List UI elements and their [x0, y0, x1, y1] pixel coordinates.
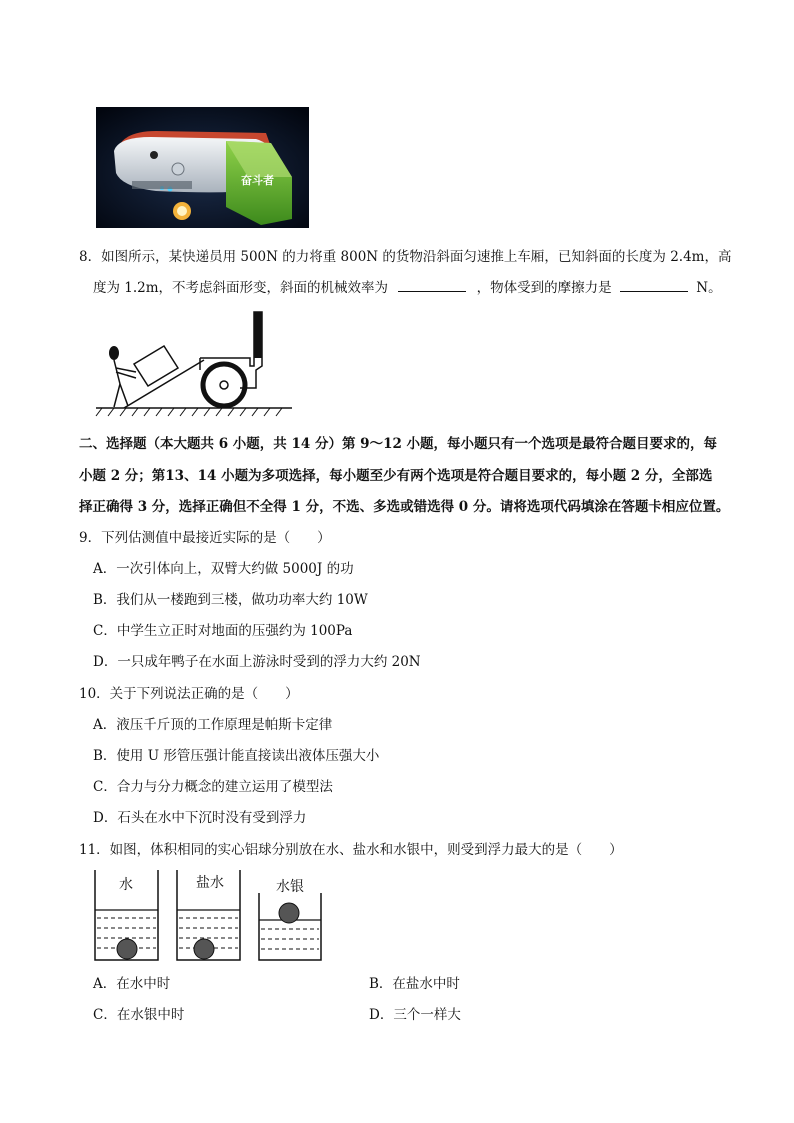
q9-option-c[interactable]: C．中学生立正时对地面的压强约为 100Pa	[93, 623, 353, 639]
q11-option-a[interactable]: A．在水中时	[93, 976, 171, 992]
q8-line-2-part-c: N。	[696, 280, 722, 296]
beaker-mercury	[258, 893, 324, 962]
q8-friction-blank[interactable]	[620, 279, 688, 292]
q9-option-a[interactable]: A．一次引体向上，双臂大约做 5000J 的功	[93, 561, 354, 577]
q9-option-b[interactable]: B．我们从一楼跑到三楼，做功功率大约 10W	[93, 592, 368, 608]
q11-option-c[interactable]: C．在水银中时	[93, 1007, 185, 1023]
beaker-water-label: 水	[119, 877, 133, 893]
q11-option-b[interactable]: B．在盐水中时	[369, 976, 460, 992]
q10-option-d[interactable]: D．石头在水中下沉时没有受到浮力	[93, 810, 307, 826]
q9-option-d[interactable]: D．一只成年鸭子在水面上游泳时受到的浮力大约 20N	[93, 654, 421, 670]
q8-line-1: 8．如图所示，某快递员用 500N 的力将重 800N 的货物沿斜面匀速推上车厢，已知斜面的长度为 2.4m，高	[79, 249, 732, 265]
submarine-hull-text: 奋斗者	[241, 174, 274, 187]
q10-stem: 10．关于下列说法正确的是（ ）	[79, 686, 299, 702]
q10-option-b[interactable]: B．使用 U 形管压强计能直接读出液体压强大小	[93, 748, 380, 764]
section2-line-3: 择正确得 3 分，选择正确但不全得 1 分，不选、多选或错选得 0 分。请将选项代码填涂在答题卡相应位置。	[79, 499, 730, 515]
section2-line-1: 二、选择题（本大题共 6 小题，共 14 分）第 9～12 小题，每小题只有一个选项是最符合题目要求的，每	[79, 436, 718, 452]
q11-option-d[interactable]: D．三个一样大	[369, 1007, 461, 1023]
q8-line-2-part-b: ，物体受到的摩擦力是	[476, 280, 612, 296]
beaker-salt-water-label: 盐水	[196, 875, 224, 891]
submarine-image	[96, 107, 309, 228]
q11-stem: 11．如图，体积相同的实心铝球分别放在水、盐水和水银中，则受到浮力最大的是（ ）	[79, 842, 623, 858]
ramp-truck-figure	[94, 310, 294, 418]
q8-line-2-part-a: 度为 1.2m，不考虑斜面形变，斜面的机械效率为	[93, 280, 389, 296]
q8-line-2	[93, 278, 722, 298]
q10-option-a[interactable]: A．液压千斤顶的工作原理是帕斯卡定律	[93, 717, 333, 733]
q10-option-c[interactable]: C．合力与分力概念的建立运用了模型法	[93, 779, 333, 795]
q9-stem: 9．下列估测值中最接近实际的是（ ）	[79, 530, 331, 546]
q8-efficiency-blank[interactable]	[398, 279, 466, 292]
section2-line-2: 小题 2 分；第13、14 小题为多项选择，每小题至少有两个选项是符合题目要求的，每小题 2 分，全部选	[79, 468, 713, 484]
beaker-mercury-label: 水银	[276, 879, 304, 895]
